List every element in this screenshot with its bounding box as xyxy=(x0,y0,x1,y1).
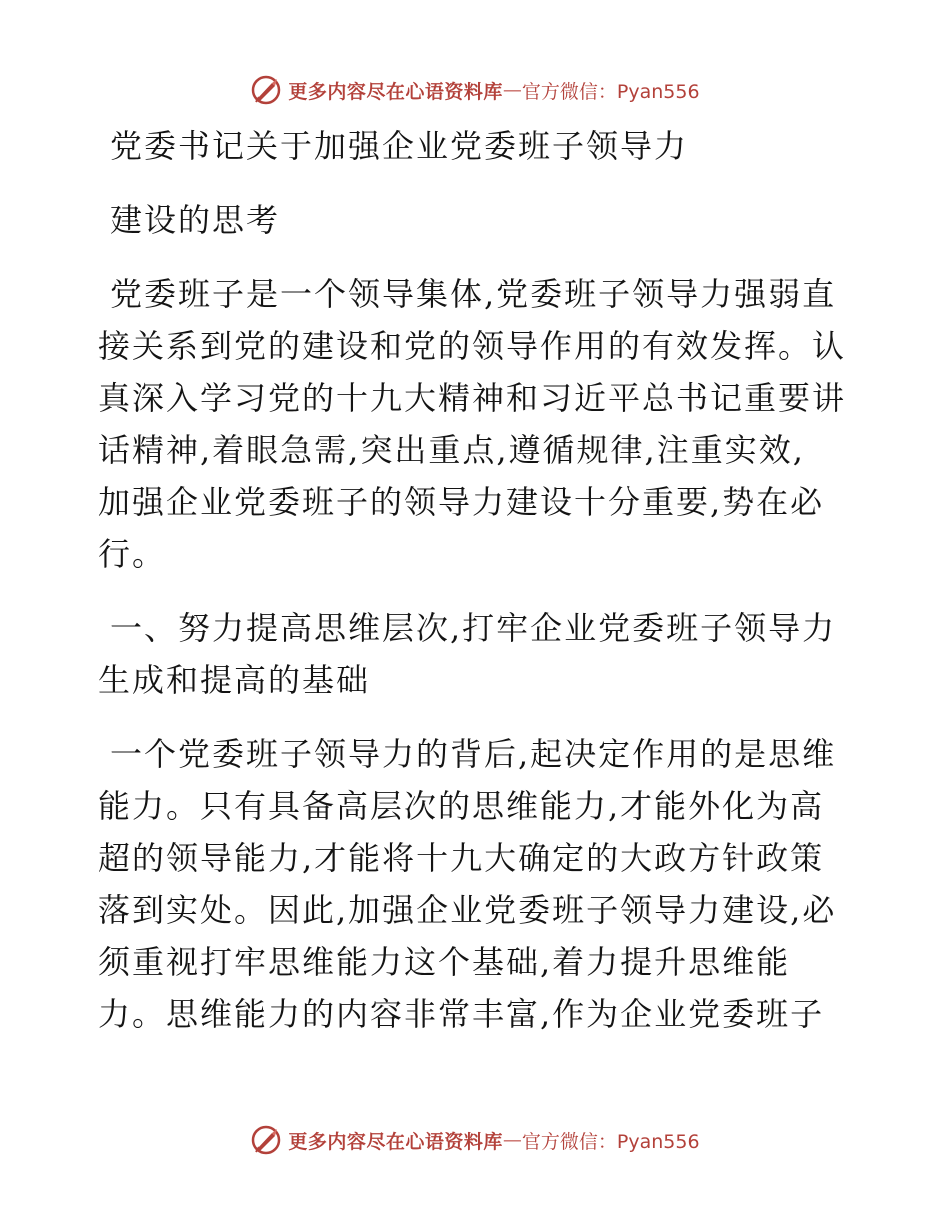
footer-watermark xyxy=(0,1120,950,1160)
document-title-line-1: 党委书记关于加强企业党委班子领导力 xyxy=(110,127,689,165)
banner-separator: — xyxy=(502,1129,522,1151)
heading-line: 一、努力提高思维层次,打牢企业党委班子领导力 xyxy=(110,609,837,647)
feather-pen-icon xyxy=(250,1124,282,1156)
paragraph-line: 能力。只有具备高层次的思维能力,才能外化为高 xyxy=(98,787,825,825)
paragraph-line: 一个党委班子领导力的背后,起决定作用的是思维 xyxy=(110,735,837,773)
paragraph-line: 话精神,着眼急需,突出重点,遵循规律,注重实效, xyxy=(98,431,805,469)
paragraph-line: 须重视打牢思维能力这个基础,着力提升思维能 xyxy=(98,943,791,981)
paragraph-line: 加强企业党委班子的领导力建设十分重要,势在必 xyxy=(98,483,825,521)
paragraph-line: 接关系到党的建设和党的领导作用的有效发挥。认 xyxy=(98,327,847,365)
header-watermark xyxy=(0,70,950,110)
heading-line: 生成和提高的基础 xyxy=(98,661,371,699)
document-title-line-2: 建设的思考 xyxy=(110,201,281,239)
paragraph-line: 行。 xyxy=(98,535,167,573)
section-heading-1 xyxy=(98,602,850,706)
wechat-contact: 官方微信：Pyan556 xyxy=(521,80,700,103)
banner-separator: — xyxy=(502,79,522,101)
paragraph-1 xyxy=(98,268,850,580)
paragraph-line: 落到实处。因此,加强企业党委班子领导力建设,必 xyxy=(98,891,837,929)
paragraph-line: 真深入学习党的十九大精神和习近平总书记重要讲 xyxy=(98,379,847,417)
paragraph-line: 党委班子是一个领导集体,党委班子领导力强弱直 xyxy=(110,275,837,313)
paragraph-line: 超的领导能力,才能将十九大确定的大政方针政策 xyxy=(98,839,825,877)
document-body xyxy=(98,120,850,1040)
paragraph-2 xyxy=(98,728,850,1040)
paragraph-line: 力。思维能力的内容非常丰富,作为企业党委班子 xyxy=(98,995,825,1033)
feather-pen-icon xyxy=(250,74,282,106)
site-name: 更多内容尽在心语资料库 xyxy=(288,1130,503,1153)
wechat-contact: 官方微信：Pyan556 xyxy=(521,1130,700,1153)
site-name: 更多内容尽在心语资料库 xyxy=(288,80,503,103)
